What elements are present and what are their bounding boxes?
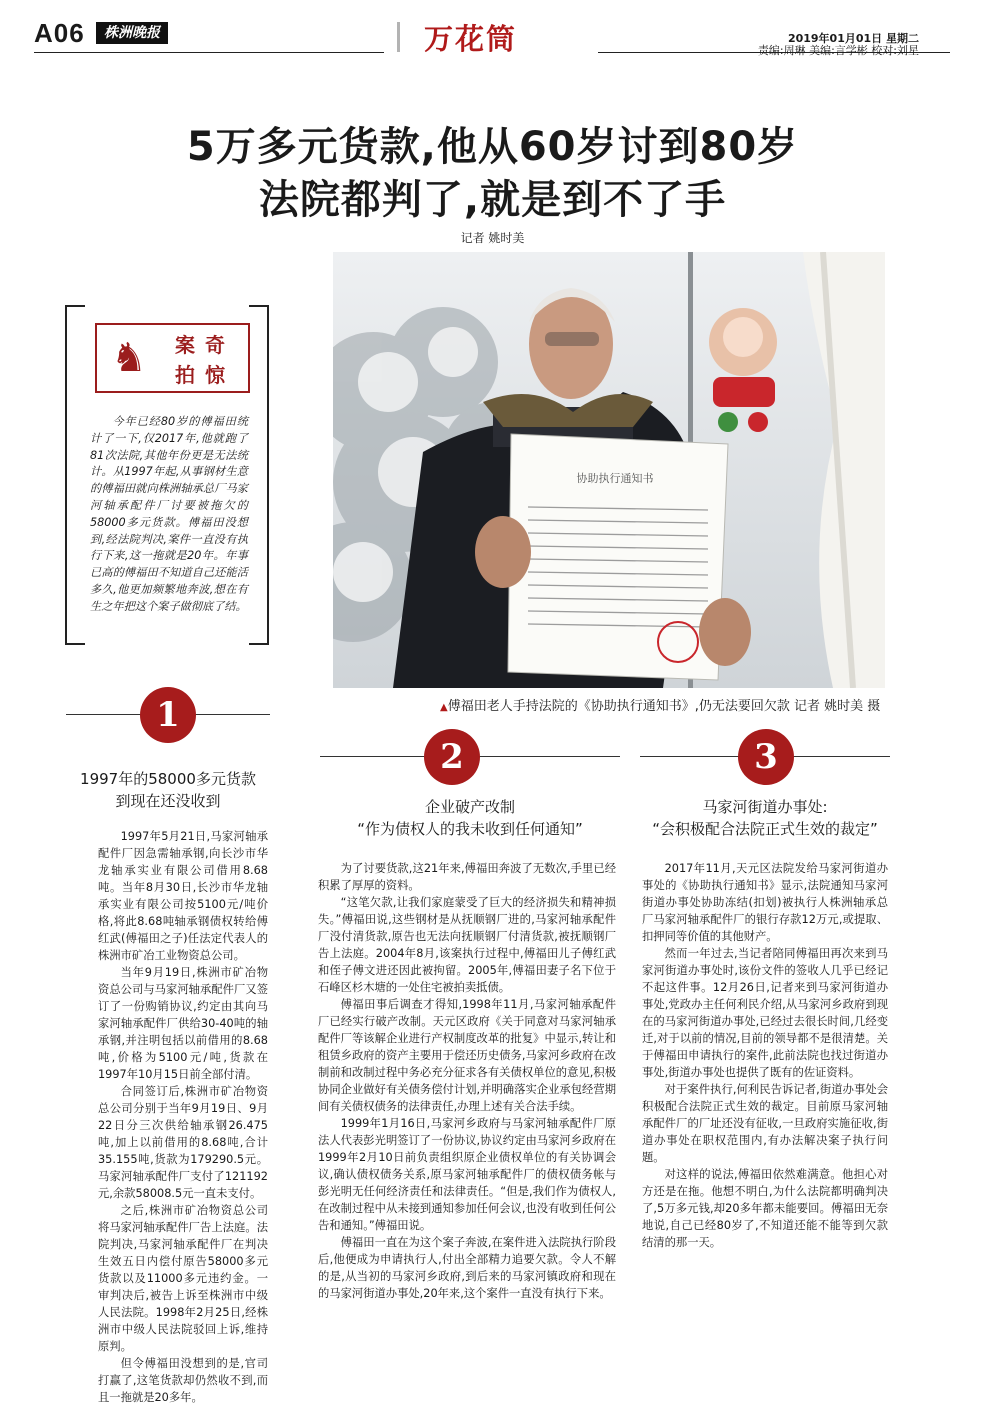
section-2-title-line-1: 企业破产改制	[424, 798, 515, 816]
section-3-title-line-1: 马家河街道办事处:	[702, 798, 828, 816]
section-3-paragraph: 2017年11月,天元区法院发给马家河街道办事处的《协助执行通知书》显示,法院通知马家河街道办事处协助冻结(扣划)被执行人株洲轴承总厂马家河轴承配件厂的银行存款12万元,或提取、扣押同等价值的其他财产。	[642, 862, 888, 943]
section-2-number: 2	[424, 729, 480, 785]
section-2-paragraph: 1999年1月16日,马家河乡政府与马家河轴承配件厂原法人代表彭光明签订了一份协议,协议约定由马家河乡政府在1999年2月10日前负责组织原企业债权单位的有关协调会议,确认债权债务关系,原马家河轴承配件厂的债权债务帐与彭光明无任何经济责任和法律责任。“但是,我们作为债权人,在改制过程中从未接到通知参加任何会议,也没有收到任何公告和通知。”傅福田说。	[318, 1117, 616, 1232]
seal-char-2: 案	[175, 333, 195, 357]
section-3-number: 3	[738, 729, 794, 785]
column-seal	[95, 323, 250, 393]
header-rule-left	[34, 52, 384, 53]
section-1-title-line-1: 1997年的58000多元货款	[80, 770, 256, 788]
section-2-paragraph: 傅福田事后调查才得知,1998年11月,马家河轴承配件厂已经实行破产改制。天元区政府《关于同意对马家河轴承配件厂等该解企业进行产权制度改革的批复》中显示,转让和租赁乡政府的资产主要用于偿还历史债务,马家河乡政府在改制前和改制过程中务必充分征求各有关债权单位的意见,积极协同企业做好有关债务偿付计划,并明确落实企业承包经营期间有关债权债务的法律责任,办理上述有关合法手续。	[318, 998, 616, 1113]
galloping-horse-icon: ♞	[111, 335, 147, 381]
intro-text: 今年已经80岁的傅福田统计了一下,仅2017年,他就跑了81次法院,其他年份更是无法统计。从1997年起,从事钢材生意的傅福田就向株洲轴承总厂马家河轴承配件厂讨要被拖欠的58000多元货款。傅福田没想到,经法院判决,案件一直没有执行下来,这一拖就是20年。年事已高的傅福田不知道自己还能活多久,他更加频繁地奔波,想在有生之年把这个案子做彻底了结。	[90, 415, 248, 613]
section-3-title-line-2: “会积极配合法院正式生效的裁定”	[652, 820, 878, 838]
section-2-body	[318, 860, 616, 1302]
section-1-paragraph: 之后,株洲市矿冶物资总公司将马家河轴承配件厂告上法庭。法院判决,马家河轴承配件厂在判决生效五日内偿付原告58000多元货款以及11000多元违约金。一审判决后,被告上诉至株洲市中级人民法院。1998年2月25日,经株洲市中级人民法院驳回上诉,维持原判。	[98, 1204, 268, 1353]
seal-char-4: 惊	[205, 363, 225, 387]
section-2-paragraph: “这笔欠款,让我们家庭蒙受了巨大的经济损失和精神损失。”傅福田说,这些钢材是从抚顺钢厂进的,马家河轴承配件厂没付清货款,原告也无法向抚顺钢厂付清货款,被抚顺钢厂告上法庭。2004年8月,该案执行过程中,傅福田儿子傅红武和侄子傅文进还因此被拘留。2005年,傅福田妻子名下位于石峰区杉木塘的一处住宅被拍卖抵债。	[318, 896, 616, 994]
section-2-heading	[320, 796, 620, 840]
section-3-body	[642, 860, 888, 1251]
section-3-heading	[640, 796, 890, 840]
seal-char-3: 奇	[205, 333, 225, 357]
paper-logo: 株洲晚报	[96, 22, 168, 44]
header-divider	[397, 22, 400, 52]
byline: 记者 姚时美	[460, 231, 525, 245]
section-2-paragraph: 为了讨要货款,这21年来,傅福田奔波了无数次,手里已经积累了厚厚的资料。	[318, 862, 616, 892]
page-header	[0, 0, 985, 60]
section-title: 万花筒	[424, 22, 518, 56]
issue-date: 2019年01月01日 星期二	[787, 32, 919, 45]
section-1-paragraph: 合同签订后,株洲市矿冶物资总公司分别于当年9月19日、9月22日分三次供给轴承钢26.475吨,加上以前借用的8.68吨,合计35.155吨,货款为179290.5元。马家河轴承配件厂支付了121192元,余款58008.5元一直未支付。	[98, 1085, 268, 1200]
section-1-title-line-2: 到现在还没收到	[115, 792, 221, 810]
caption-text: 傅福田老人手持法院的《协助执行通知书》,仍无法要回欠款 记者 姚时美 摄	[447, 699, 881, 714]
section-2-paragraph: 傅福田一直在为这个案子奔波,在案件进入法院执行阶段后,他便成为申请执行人,付出全部精力追要欠款。令人不解的是,从当初的马家河乡政府,到后来的马家河镇政府和现在的马家河街道办事处,20年来,这个案件一直没有执行下来。	[318, 1236, 616, 1300]
page-number: A06	[34, 18, 85, 48]
section-3-paragraph: 对于案件执行,何利民告诉记者,街道办事处会积极配合法院正式生效的裁定。目前原马家河轴承配件厂的厂址还没有征收,一旦政府实施征收,街道办事处在职权范围内,有办法解决案子执行问题。	[642, 1083, 888, 1164]
section-1-heading	[66, 768, 270, 812]
section-1-paragraph: 当年9月19日,株洲市矿冶物资总公司与马家河轴承配件厂又签订了一份购销协议,约定由其向马家河轴承配件厂供给30-40吨的轴承钢,并注明包括以前借用的8.68吨,价格为5100元/吨,货款在1997年10月15日前全部付清。	[98, 966, 268, 1081]
section-3-paragraph: 对这样的说法,傅福田依然难满意。他担心对方还是在拖。他想不明白,为什么法院都明确判决了,5万多元钱,却20多年都未能要回。傅福田无奈地说,自己已经80岁了,不知道还能不能等到欠款结清的那一天。	[642, 1168, 888, 1249]
court-notice-document	[508, 434, 728, 680]
headline-line-1: 5万多元货款,他从60岁讨到80岁	[186, 124, 799, 170]
news-photo	[333, 252, 885, 688]
section-1-number: 1	[140, 687, 196, 743]
section-3-paragraph: 然而一年过去,当记者陪同傅福田再次来到马家河街道办事处时,该份文件的签收人几乎已经记不起这件事。12月26日,记者来到马家河街道办事处,党政办主任何利民介绍,从马家河乡政府到现在的马家河街道办事处,已经过去很长时间,几经变迁,对于以前的情况,目前的领导都不是很清楚。关于傅福田申请执行的案件,此前法院也找过街道办事处,街道办事处也提供了既有的佐证资料。	[642, 947, 888, 1079]
section-1-paragraph: 但令傅福田没想到的是,官司打赢了,这笔货款却仍然收不到,而且一拖就是20多年。	[98, 1357, 268, 1404]
seal-char-1: 拍	[175, 363, 195, 387]
section-2-title-line-2: “作为债权人的我未收到任何通知”	[357, 820, 583, 838]
document-title: 协助执行通知书	[576, 472, 654, 485]
section-1-paragraph: 1997年5月21日,马家河轴承配件厂因急需轴承钢,向长沙市华龙轴承实业有限公司借用8.68吨。当年8月30日,长沙市华龙轴承实业有限公司按5100元/吨价格,将此8.68吨轴承钢债权转给傅红武(傅福田之子)任法定代表人的株洲市矿冶工业物资总公司。	[98, 830, 268, 962]
photo-caption	[440, 695, 880, 714]
headline-line-2: 法院都判了,就是到不了手	[258, 177, 727, 223]
section-1-body	[98, 828, 268, 1406]
editor-credits: 责编:周琳 美编:言学彬 校对:刘星	[757, 44, 919, 57]
caption-marker-icon: ▲	[440, 702, 448, 713]
